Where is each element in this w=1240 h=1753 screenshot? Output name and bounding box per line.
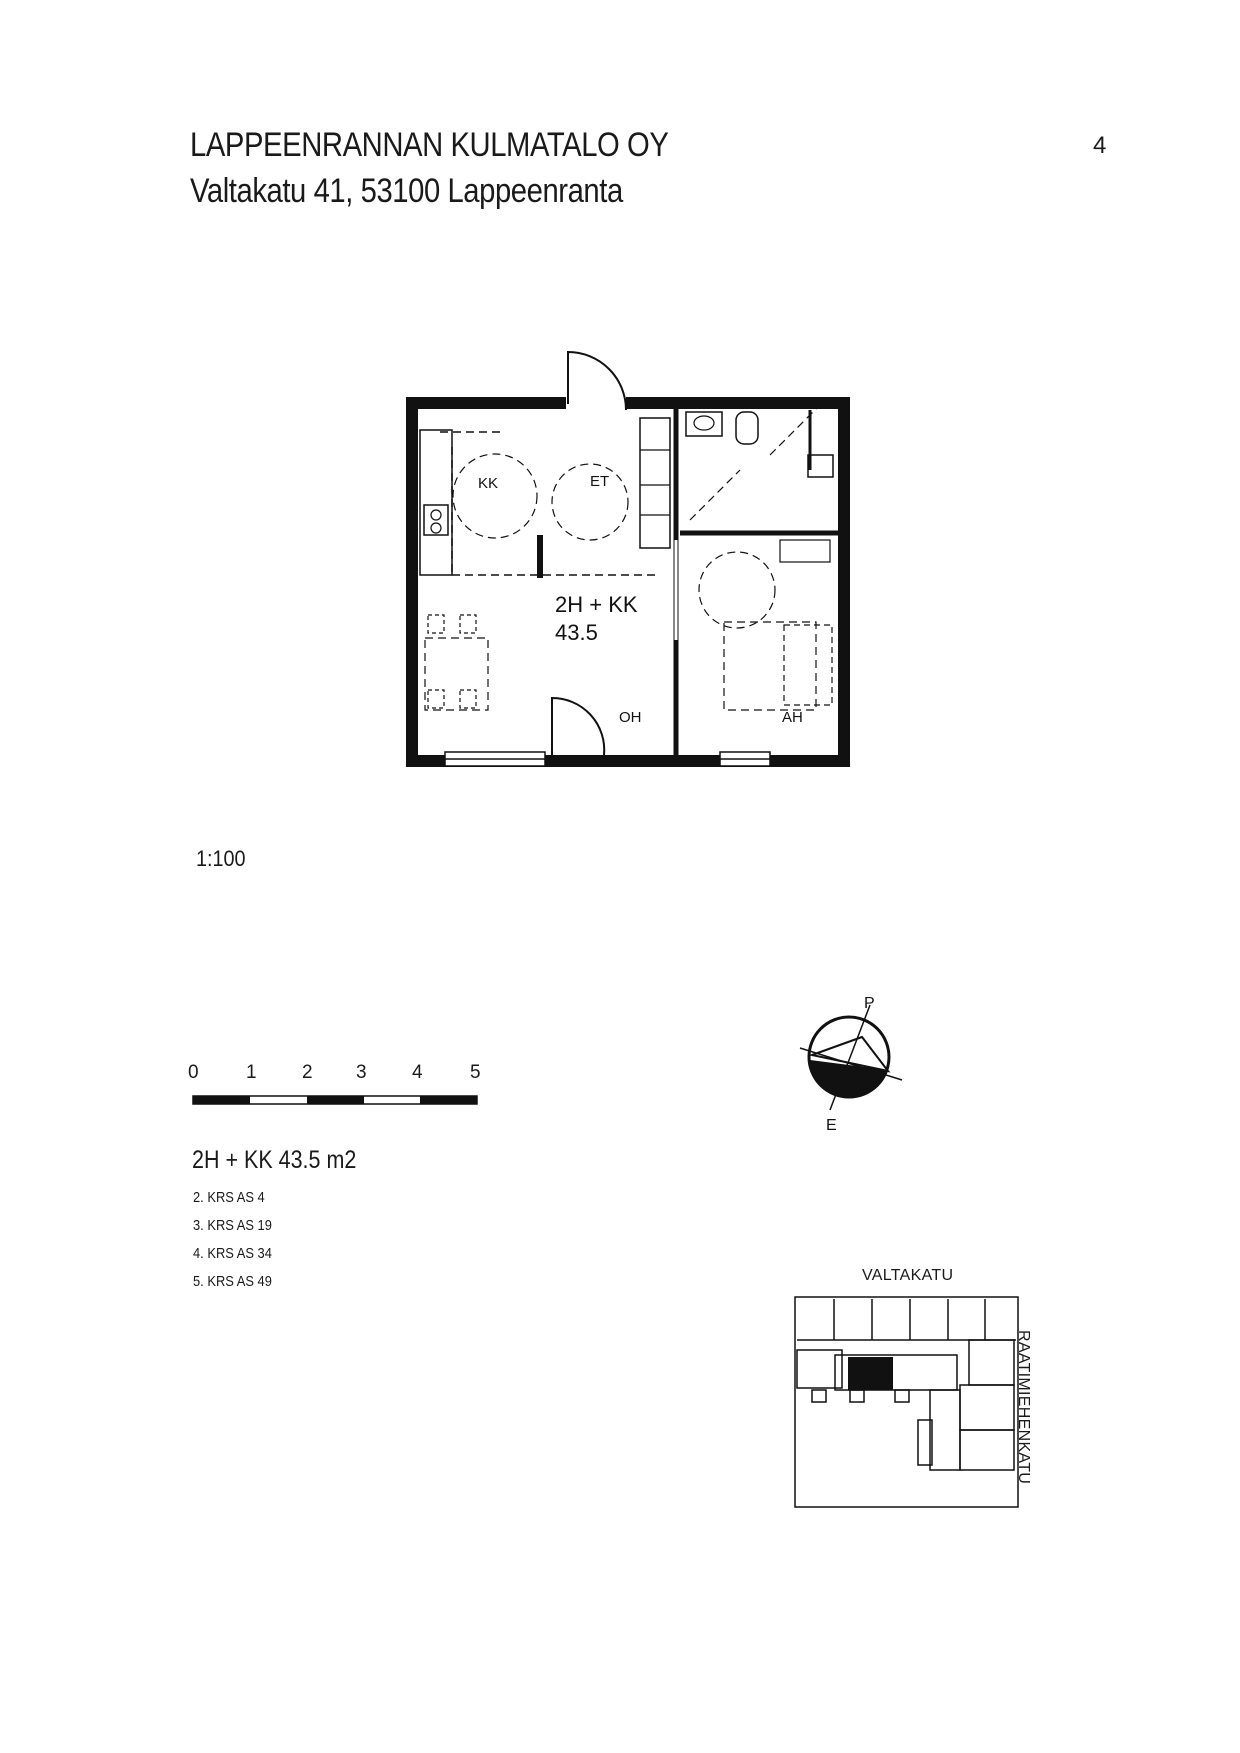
floor-item: 3. KRS AS 19 <box>193 1217 272 1234</box>
outer-wall <box>412 403 844 761</box>
scale-bar-label: 0 <box>188 1062 199 1083</box>
street-label-side: RAATIMIEHENKATU <box>1015 1330 1032 1485</box>
north-arrow-icon <box>800 1005 902 1110</box>
scale-bar-label: 5 <box>470 1062 481 1083</box>
page-number: 4 <box>1093 132 1107 159</box>
floor-item: 5. KRS AS 49 <box>193 1273 272 1290</box>
address: Valtakatu 41, 53100 Lappeenranta <box>190 172 623 210</box>
apartment-type-area: 2H + KK 43.5 m2 <box>192 1146 357 1174</box>
site-plan <box>795 1297 1018 1507</box>
floor-item: 4. KRS AS 34 <box>193 1245 272 1262</box>
apartment-area-label: 43.5 <box>555 620 598 645</box>
scale-ratio: 1:100 <box>196 846 246 871</box>
scale-bar-label: 4 <box>412 1062 423 1083</box>
scale-bar <box>193 1096 477 1104</box>
street-label-top: VALTAKATU <box>862 1267 954 1284</box>
apartment-type-label: 2H + KK <box>555 592 638 617</box>
room-label-living: OH <box>619 709 642 726</box>
compass-north-label: P <box>864 995 875 1012</box>
room-label-entry: ET <box>590 473 610 490</box>
room-label-kitchen: KK <box>478 475 499 492</box>
balcony-door-swing <box>552 698 604 755</box>
room-label-bedroom: AH <box>782 709 803 726</box>
compass-south-label: E <box>826 1117 837 1134</box>
floor-item: 2. KRS AS 4 <box>193 1189 265 1206</box>
scale-bar-label: 2 <box>302 1062 313 1083</box>
scale-bar-label: 1 <box>246 1062 257 1083</box>
floor-list <box>193 1184 285 1296</box>
company-title: LAPPEENRANNAN KULMATALO OY <box>190 126 669 164</box>
scale-bar-label: 3 <box>356 1062 367 1083</box>
apartment-location-marker <box>848 1357 893 1390</box>
